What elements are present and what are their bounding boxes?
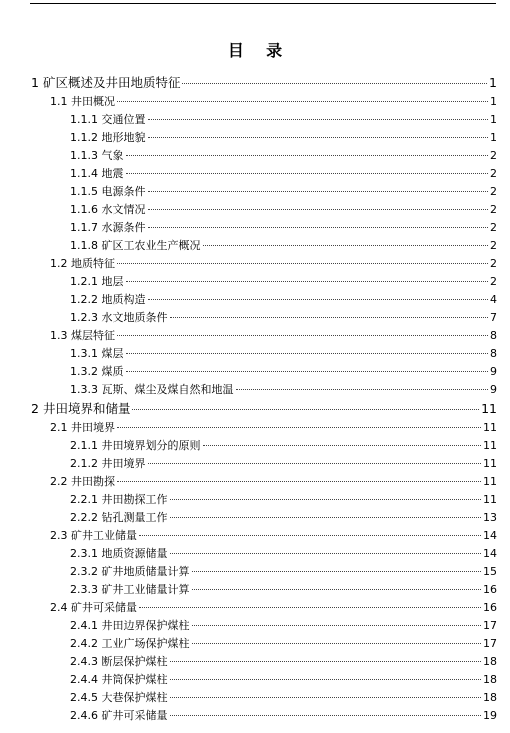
toc-entry-page: 2: [490, 221, 497, 234]
toc-entry-number: 2.3.3: [70, 583, 98, 596]
toc-dot-leader: [170, 317, 489, 318]
toc-entry[interactable]: [0, 147, 510, 165]
toc-entry-title: 大巷保护煤柱: [101, 691, 168, 704]
toc-entry-number: 1.1.7: [70, 221, 98, 234]
toc-dot-leader: [170, 697, 482, 698]
toc-entry-page: 2: [490, 239, 497, 252]
toc-entry-page: 7: [490, 311, 497, 324]
toc-entry[interactable]: [0, 273, 510, 291]
toc-entry-page: 11: [483, 475, 497, 488]
toc-dot-leader: [148, 209, 489, 210]
toc-entry-number: 1.1.3: [70, 149, 98, 162]
toc-entry[interactable]: [0, 73, 510, 93]
toc-entry[interactable]: [0, 345, 510, 363]
toc-dot-leader: [148, 119, 489, 120]
toc-entry-title: 井田勘探工作: [101, 493, 168, 506]
toc-entry-title: 矿井工业储量: [71, 529, 137, 542]
toc-dot-leader: [139, 607, 481, 608]
toc-dot-leader: [192, 643, 482, 644]
toc-entry-number: 2.2.1: [70, 493, 98, 506]
toc-entry[interactable]: [0, 509, 510, 527]
toc-entry-page: 14: [483, 529, 497, 542]
toc-entry-title: 矿区概述及井田地质特征: [42, 75, 181, 90]
toc-entry[interactable]: [0, 419, 510, 437]
toc-entry[interactable]: [0, 707, 510, 725]
toc-entry-title: 矿井工业储量计算: [101, 583, 190, 596]
toc-entry-number: 1.3.3: [70, 383, 98, 396]
toc-entry-title: 矿井地质储量计算: [101, 565, 190, 578]
toc-entry-title: 水文地质条件: [101, 311, 168, 324]
toc-entry-number: 2.4.2: [70, 637, 98, 650]
toc-entry-number: 2: [31, 401, 39, 416]
toc-entry-number: 1.3.1: [70, 347, 98, 360]
toc-entry-number: 2.4.3: [70, 655, 98, 668]
toc-entry-page: 16: [483, 583, 497, 596]
toc-entry[interactable]: [0, 491, 510, 509]
toc-dot-leader: [170, 517, 482, 518]
toc-dot-leader: [126, 353, 489, 354]
toc-entry[interactable]: [0, 363, 510, 381]
toc-dot-leader: [170, 553, 482, 554]
toc-entry-title: 井筒保护煤柱: [101, 673, 168, 686]
toc-entry-title: 井田概况: [71, 95, 115, 108]
toc-entry-title: 煤层特征: [71, 329, 115, 342]
toc-entry-page: 1: [490, 113, 497, 126]
toc-entry[interactable]: [0, 653, 510, 671]
toc-entry[interactable]: [0, 183, 510, 201]
toc-entry[interactable]: [0, 93, 510, 111]
toc-entry-title: 工业广场保护煤柱: [101, 637, 190, 650]
toc-entry-number: 2.1.1: [70, 439, 98, 452]
toc-entry-number: 1.3.2: [70, 365, 98, 378]
toc-entry-page: 8: [490, 329, 497, 342]
toc-entry[interactable]: [0, 455, 510, 473]
toc-entry-number: 1.2.1: [70, 275, 98, 288]
toc-entry-title: 矿井可采储量: [101, 709, 168, 722]
toc-entry-number: 1.1.6: [70, 203, 98, 216]
toc-entry-number: 2.4: [50, 601, 68, 614]
toc-entry[interactable]: [0, 309, 510, 327]
toc-dot-leader: [117, 427, 481, 428]
toc-dot-leader: [139, 535, 481, 536]
toc-entry-number: 2.1: [50, 421, 68, 434]
toc-entry-number: 2.3.1: [70, 547, 98, 560]
toc-entry-page: 14: [483, 547, 497, 560]
toc-dot-leader: [148, 191, 489, 192]
toc-entry-number: 1.1.1: [70, 113, 98, 126]
toc-entry-page: 13: [483, 511, 497, 524]
toc-entry[interactable]: [0, 219, 510, 237]
toc-entry-number: 2.4.1: [70, 619, 98, 632]
toc-dot-leader: [170, 661, 482, 662]
toc-entry-title: 井田边界保护煤柱: [101, 619, 190, 632]
toc-dot-leader: [170, 715, 482, 716]
toc-entry-page: 2: [490, 185, 497, 198]
toc-dot-leader: [182, 83, 487, 84]
toc-entry-title: 矿区工农业生产概况: [101, 239, 201, 252]
toc-entry-page: 11: [483, 421, 497, 434]
toc-entry[interactable]: [0, 129, 510, 147]
toc-dot-leader: [148, 299, 489, 300]
toc-dot-leader: [148, 137, 489, 138]
toc-entry-number: 2.4.5: [70, 691, 98, 704]
toc-entry-page: 1: [490, 95, 497, 108]
toc-entry-page: 1: [490, 131, 497, 144]
toc-entry-page: 11: [483, 457, 497, 470]
toc-entry-page: 18: [483, 655, 497, 668]
toc-entry-title: 断层保护煤柱: [101, 655, 168, 668]
toc-dot-leader: [148, 227, 489, 228]
toc-entry-number: 2.2.2: [70, 511, 98, 524]
toc-entry[interactable]: [0, 545, 510, 563]
toc-entry-page: 19: [483, 709, 497, 722]
toc-entry-page: 2: [490, 275, 497, 288]
toc-entry-page: 16: [483, 601, 497, 614]
toc-entry-page: 17: [483, 619, 497, 632]
toc-entry[interactable]: [0, 201, 510, 219]
toc-entry-title: 电源条件: [101, 185, 146, 198]
toc-entry-number: 1.1.4: [70, 167, 98, 180]
toc-entry-number: 2.1.2: [70, 457, 98, 470]
toc-entry-title: 井田境界: [71, 421, 115, 434]
toc-entry-title: 地震: [101, 167, 124, 180]
toc-entry-number: 1: [31, 75, 39, 90]
toc-entry-number: 1.1.5: [70, 185, 98, 198]
toc-entry-title: 井田境界划分的原则: [101, 439, 201, 452]
toc-entry-page: 17: [483, 637, 497, 650]
toc-dot-leader: [192, 625, 482, 626]
toc-entry[interactable]: [0, 671, 510, 689]
toc-entry-page: 15: [483, 565, 497, 578]
toc-entry-title: 井田境界: [101, 457, 146, 470]
toc-entry-title: 地质特征: [71, 257, 115, 270]
toc-entry-page: 8: [490, 347, 497, 360]
toc-entry-title: 气象: [101, 149, 124, 162]
toc-entry-number: 1.1: [50, 95, 68, 108]
toc-entry-number: 2.4.6: [70, 709, 98, 722]
toc-entry-page: 18: [483, 673, 497, 686]
toc-dot-leader: [170, 499, 482, 500]
toc-entry[interactable]: [0, 165, 510, 183]
header-rule: [30, 3, 496, 4]
toc-dot-leader: [126, 371, 489, 372]
toc-dot-leader: [236, 389, 489, 390]
toc-dot-leader: [126, 155, 489, 156]
toc-dot-leader: [192, 571, 482, 572]
toc-entry[interactable]: [0, 599, 510, 617]
toc-entry-number: 2.4.4: [70, 673, 98, 686]
toc-dot-leader: [126, 281, 489, 282]
toc-entry-title: 矿井可采储量: [71, 601, 137, 614]
toc-entry-number: 1.3: [50, 329, 68, 342]
toc-entry-number: 1.2.3: [70, 311, 98, 324]
toc-entry[interactable]: [0, 635, 510, 653]
toc-entry[interactable]: [0, 111, 510, 129]
toc-entry-page: 18: [483, 691, 497, 704]
toc-dot-leader: [148, 463, 482, 464]
toc-entry-title: 水源条件: [101, 221, 146, 234]
table-of-contents: [0, 73, 510, 725]
toc-entry[interactable]: [0, 581, 510, 599]
toc-dot-leader: [170, 679, 482, 680]
toc-entry-number: 1.1.2: [70, 131, 98, 144]
toc-entry-title: 地质构造: [101, 293, 146, 306]
toc-entry-title: 地形地貌: [101, 131, 146, 144]
toc-entry-page: 4: [490, 293, 497, 306]
toc-dot-leader: [117, 263, 488, 264]
toc-entry-number: 1.2.2: [70, 293, 98, 306]
toc-dot-leader: [117, 335, 488, 336]
toc-entry-page: 11: [483, 439, 497, 452]
toc-entry-number: 2.3: [50, 529, 68, 542]
toc-entry[interactable]: [0, 689, 510, 707]
toc-entry-page: 9: [490, 365, 497, 378]
toc-entry-number: 2.2: [50, 475, 68, 488]
toc-entry-page: 1: [489, 75, 497, 90]
toc-entry-page: 2: [490, 203, 497, 216]
toc-entry-title: 煤层: [101, 347, 124, 360]
toc-entry[interactable]: [0, 399, 510, 419]
toc-dot-leader: [126, 173, 489, 174]
toc-entry-page: 2: [490, 149, 497, 162]
toc-entry-title: 钻孔测量工作: [101, 511, 168, 524]
page-title: 目 录: [227, 41, 283, 60]
toc-entry-page: 9: [490, 383, 497, 396]
toc-entry[interactable]: [0, 563, 510, 581]
toc-entry[interactable]: [0, 327, 510, 345]
toc-dot-leader: [132, 409, 479, 410]
toc-entry-title: 井田境界和储量: [42, 401, 131, 416]
toc-entry-title: 井田勘探: [71, 475, 115, 488]
toc-entry-number: 2.3.2: [70, 565, 98, 578]
toc-entry[interactable]: [0, 255, 510, 273]
toc-dot-leader: [192, 589, 482, 590]
toc-entry[interactable]: [0, 527, 510, 545]
toc-entry-title: 地质资源储量: [101, 547, 168, 560]
toc-entry[interactable]: [0, 237, 510, 255]
toc-entry-page: 2: [490, 167, 497, 180]
toc-entry[interactable]: [0, 617, 510, 635]
toc-entry-number: 1.1.8: [70, 239, 98, 252]
toc-entry-title: 地层: [101, 275, 124, 288]
toc-dot-leader: [117, 101, 488, 102]
toc-entry[interactable]: [0, 381, 510, 399]
toc-entry-title: 水文情况: [101, 203, 146, 216]
toc-entry-page: 2: [490, 257, 497, 270]
toc-entry-number: 1.2: [50, 257, 68, 270]
toc-entry-title: 瓦斯、煤尘及煤自然和地温: [101, 383, 234, 396]
toc-entry[interactable]: [0, 473, 510, 491]
toc-entry-title: 交通位置: [101, 113, 146, 126]
toc-entry-title: 煤质: [101, 365, 124, 378]
toc-entry[interactable]: [0, 291, 510, 309]
toc-dot-leader: [203, 445, 482, 446]
toc-dot-leader: [117, 481, 481, 482]
toc-entry[interactable]: [0, 437, 510, 455]
toc-entry-page: 11: [483, 493, 497, 506]
toc-entry-page: 11: [481, 401, 497, 416]
toc-dot-leader: [203, 245, 489, 246]
